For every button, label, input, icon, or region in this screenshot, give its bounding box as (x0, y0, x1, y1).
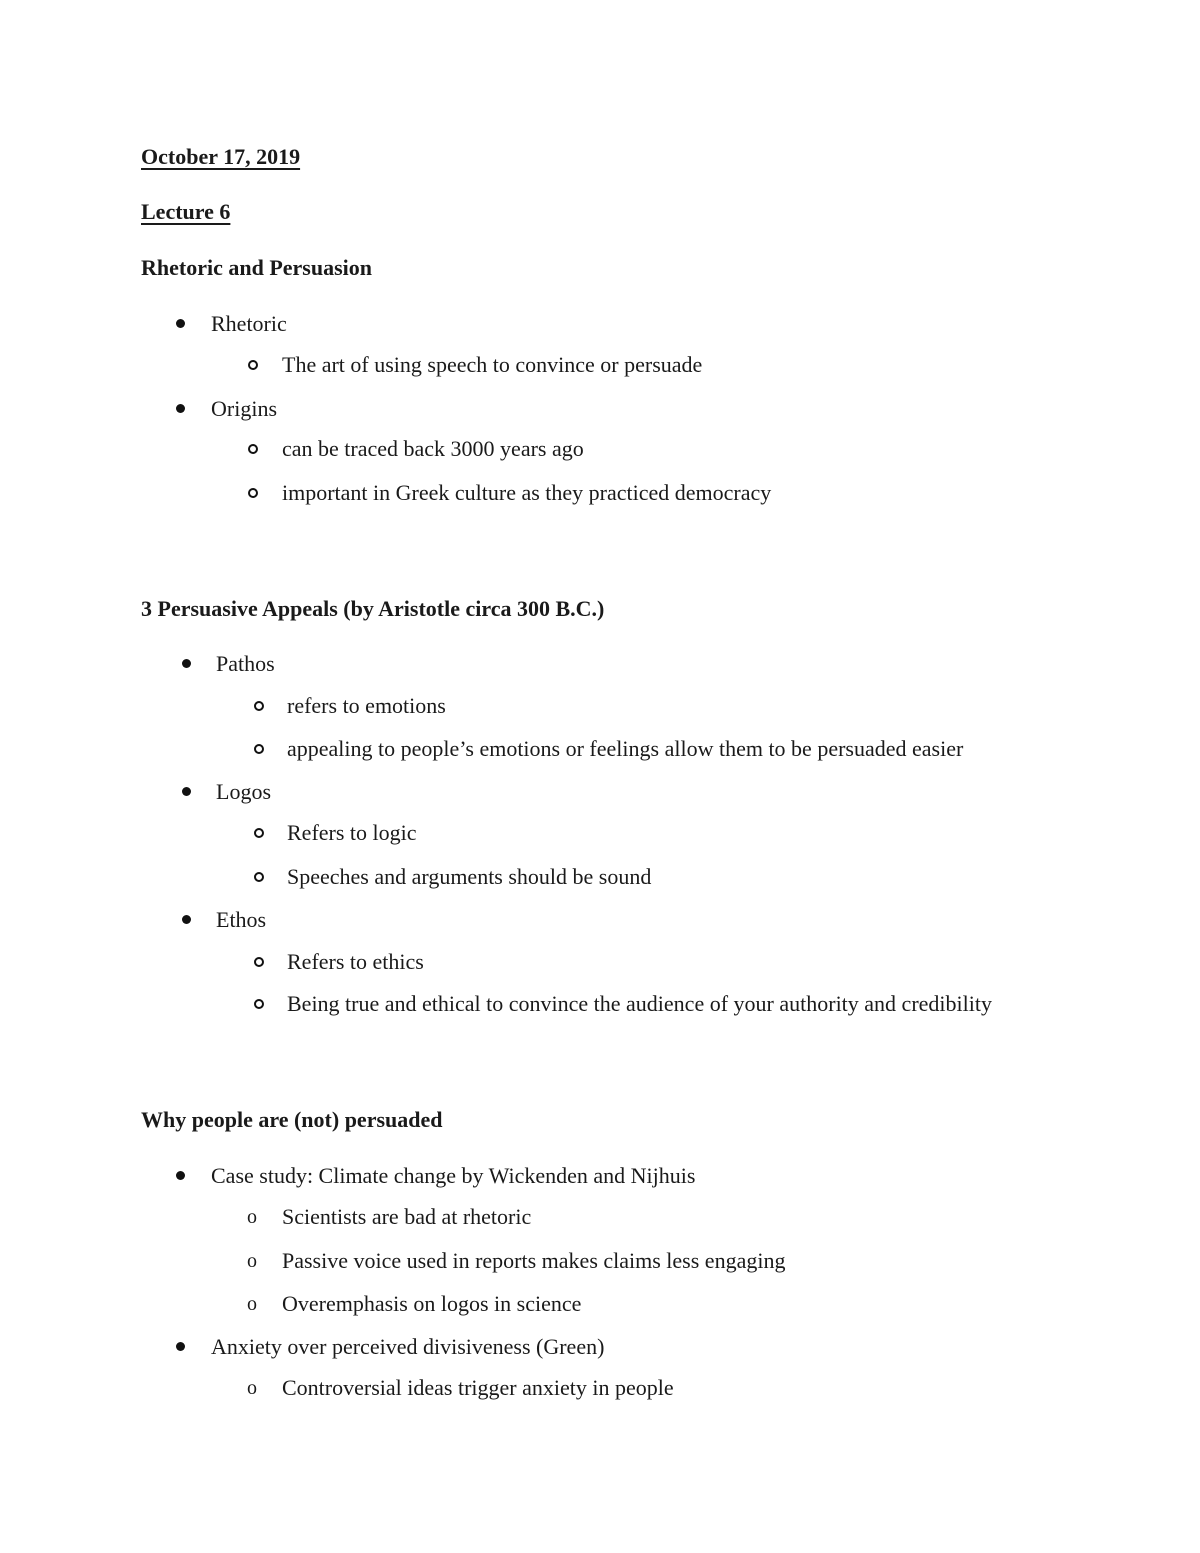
circle-bullet-icon (248, 444, 258, 454)
circle-bullet-icon (254, 999, 264, 1009)
bullet-icon (182, 787, 191, 796)
list-item: Refers to logic (287, 820, 417, 845)
circle-bullet-icon (254, 872, 264, 882)
list-item: important in Greek culture as they practiced democracy (282, 480, 772, 505)
o-bullet-icon: o (247, 1250, 257, 1272)
date-heading: October 17, 2019 (141, 144, 301, 169)
bullet-icon (182, 659, 191, 668)
list-item: Pathos (216, 651, 275, 676)
list-item: Overemphasis on logos in science (282, 1291, 582, 1316)
list-item: The art of using speech to convince or persuade (282, 352, 703, 377)
section-title-rhetoric: Rhetoric and Persuasion (141, 255, 372, 280)
bullet-icon (176, 1342, 185, 1351)
list-item: appealing to people’s emotions or feelings allow them to be persuaded easier (287, 736, 964, 761)
list-item: Logos (216, 779, 271, 804)
list-item: Speeches and arguments should be sound (287, 864, 652, 889)
list-item: Scientists are bad at rhetoric (282, 1204, 532, 1229)
o-bullet-icon: o (247, 1377, 257, 1399)
section-title-why-persuaded: Why people are (not) persuaded (141, 1107, 443, 1132)
o-bullet-icon: o (247, 1293, 257, 1315)
section-title-appeals: 3 Persuasive Appeals (by Aristotle circa 300 B.C.) (141, 596, 605, 621)
list-item: Case study: Climate change by Wickenden and Nijhuis (211, 1163, 696, 1188)
list-item: Being true and ethical to convince the audience of your authority and credibility (287, 991, 992, 1016)
o-bullet-icon: o (247, 1206, 257, 1228)
circle-bullet-icon (254, 828, 264, 838)
bullet-icon (176, 1171, 185, 1180)
list-item: Anxiety over perceived divisiveness (Green) (211, 1334, 605, 1359)
bullet-icon (176, 404, 185, 413)
circle-bullet-icon (254, 744, 264, 754)
circle-bullet-icon (254, 701, 264, 711)
list-item: Controversial ideas trigger anxiety in people (282, 1375, 674, 1400)
lecture-heading: Lecture 6 (141, 199, 231, 224)
list-item: Origins (211, 396, 277, 421)
list-item: Rhetoric (211, 311, 287, 336)
list-item: Passive voice used in reports makes claims less engaging (282, 1248, 786, 1273)
circle-bullet-icon (248, 360, 258, 370)
list-item: Ethos (216, 907, 267, 932)
list-item: Refers to ethics (287, 949, 424, 974)
bullet-icon (176, 319, 185, 328)
bullet-icon (182, 915, 191, 924)
list-item: can be traced back 3000 years ago (282, 436, 584, 461)
circle-bullet-icon (248, 488, 258, 498)
list-item: refers to emotions (287, 693, 446, 718)
circle-bullet-icon (254, 957, 264, 967)
